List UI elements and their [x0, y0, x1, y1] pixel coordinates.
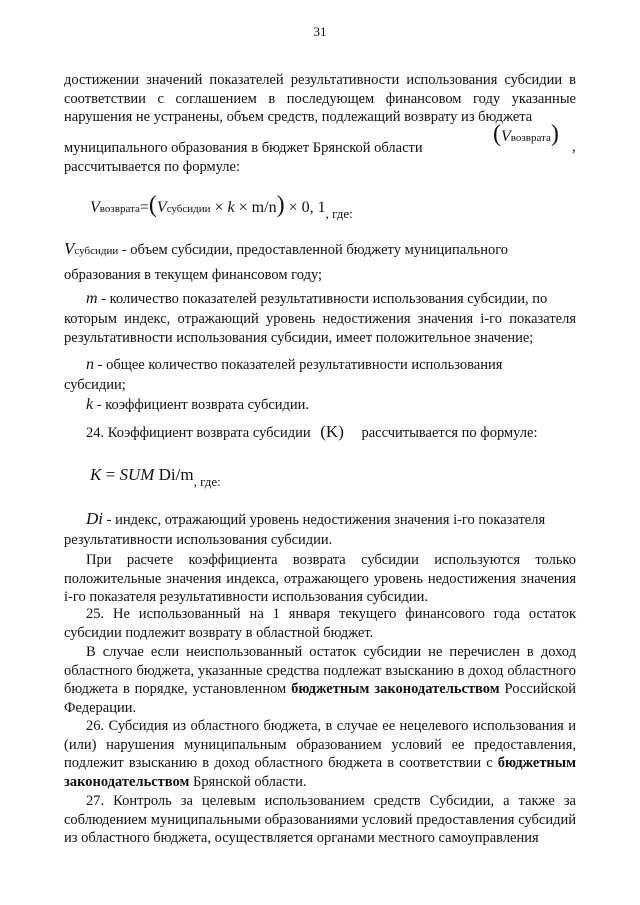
definition-di-cont: результативности использования субсидии.: [64, 532, 333, 548]
paragraph-intro-line4: муниципального образования в бюджет Брянской области: [64, 140, 423, 156]
v-return-inline-symbol: (Vвозврата): [493, 121, 559, 147]
definition-n-cont: субсидии;: [64, 377, 126, 393]
paragraph-26: 26. Субсидия из областного бюджета, в случае ее нецелевого использования и (или) нарушения муниципальным образованием условий ее предоставления, подлежит взысканию в доход областного бюджета в соответствии с бюджетным законодательством Брянской области.: [64, 718, 576, 790]
definition-v-subsidy: Vсубсидии - объем субсидии, предоставленной бюджету муниципального: [64, 239, 509, 258]
definition-v-subsidy-cont: образования в текущем финансовом году;: [64, 267, 323, 283]
definition-n: n - общее количество показателей результативности использования: [86, 356, 503, 373]
paragraph-25: 25. Не использованный на 1 января текущего финансового года остаток субсидии подлежит возврату в областной бюджет.: [64, 606, 576, 641]
paragraph-intro: достижении значений показателей результативности использования субсидии в соответствии с соглашением в последующем финансовом году указанные нарушения не устранены, объем средств, подлежащий возврату из бюджета: [64, 72, 576, 126]
formula-coefficient: K = SUM $Di/m_{, где:}$: [90, 465, 221, 489]
paragraph-27: 27. Контроль за целевым использованием средств Субсидии, а также за соблюдением муниципальными образованиями условий предоставления субсидий из областного бюджета, осуществляется органами местного самоуправления: [64, 793, 576, 847]
intro-comma: ,: [572, 139, 576, 155]
definition-m: m - количество показателей результативности использования субсидии, по: [86, 290, 548, 307]
page-number: 31: [313, 24, 327, 39]
definition-di: Di - индекс, отражающий уровень недостижения значения i-го показателя: [86, 509, 546, 528]
paragraph-case: В случае если неиспользованный остаток субсидии не перечислен в доход областного бюджета, указанные средства подлежат взысканию в доход областного бюджета в порядке, установленном бюджетным законодательством Российской Федерации.: [64, 644, 576, 716]
formula-return-amount: Vвозврата=(Vсубсидии × k × m/n) × 0, $1_{, где:}$: [90, 192, 353, 221]
paragraph-calculation: При расчете коэффициента возврата субсидии используются только положительные значения индекса, отражающего уровень недостижения значения i-го показателя результативности использования субсидии.: [64, 552, 576, 606]
paragraph-24: 24. Коэффициент возврата субсидии (K) рассчитывается по формуле:: [86, 422, 538, 441]
definition-m-cont: которым индекс, отражающий уровень недостижения значения i-го показателя результативности использования субсидии, имеет положительное значение;: [64, 311, 576, 346]
paragraph-intro-line5: рассчитывается по формуле:: [64, 159, 240, 175]
definition-k: k - коэффициент возврата субсидии.: [86, 396, 310, 413]
